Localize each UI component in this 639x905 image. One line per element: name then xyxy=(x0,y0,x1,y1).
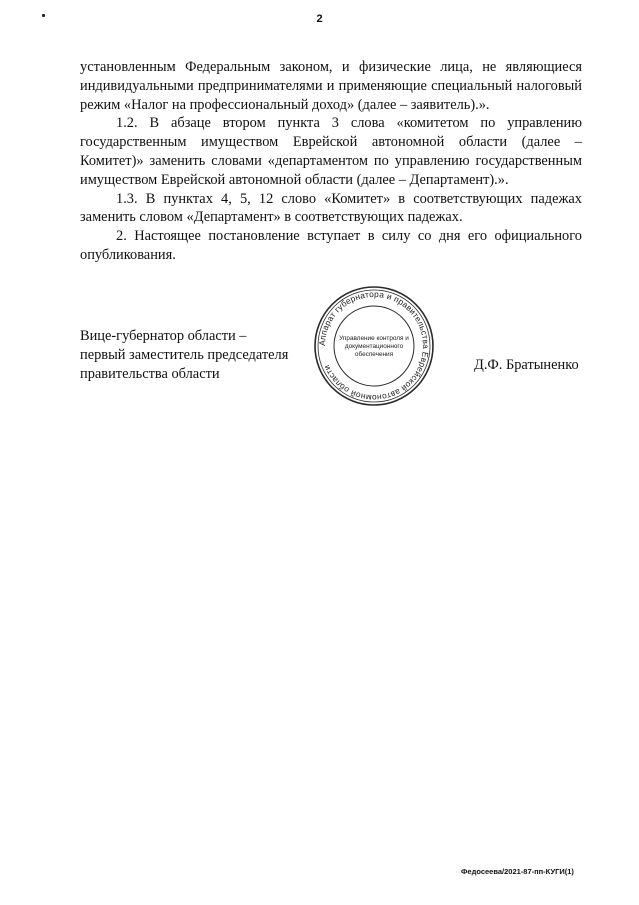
paragraph-2: 2. Настоящее постановление вступает в силу со дня его официального опубликования. xyxy=(80,228,582,263)
official-stamp xyxy=(312,284,436,408)
signatory-name: Д.Ф. Братыненко xyxy=(474,357,579,373)
stamp-inner-line-3: обеспечения xyxy=(354,351,394,358)
stamp-outer-text: Аппарат губернатора и правительства Еврейской автономной области xyxy=(316,288,432,404)
document-code: Федосеева/2021-87-пп-КУГИ(1) xyxy=(461,867,574,876)
signatory-position xyxy=(80,327,288,383)
document-body xyxy=(80,58,582,265)
page-number: 2 xyxy=(316,13,323,25)
paragraph-1-3: 1.3. В пунктах 4, 5, 12 слово «Комитет» в соответствующих падежах заменить словом «Департамент» в соответствующих падежах. xyxy=(80,190,582,226)
position-line-1: Вице-губернатор области – xyxy=(80,328,247,344)
paragraph-1-2: 1.2. В абзаце втором пункта 3 слова «комитетом по управлению государственным имуществом Еврейской автономной области (далее – Комитет)» заменить словами «департаментом по управлению государственным имуществом Еврейской автономной области (далее – Департамент).». xyxy=(80,115,582,188)
stamp-inner-line-2: документационного xyxy=(344,343,404,350)
position-line-3: правительства области xyxy=(80,365,220,382)
position-line-2: первый заместитель председателя xyxy=(80,346,289,363)
stamp-inner-line-1: Управление контроля и xyxy=(339,335,409,342)
paragraph-continuation: установленным Федеральным законом, и физические лица, не являющиеся индивидуальными предпринимателями и применяющие специальный налоговый режим «Налог на профессиональный доход» (далее – заявитель).». xyxy=(80,59,582,113)
